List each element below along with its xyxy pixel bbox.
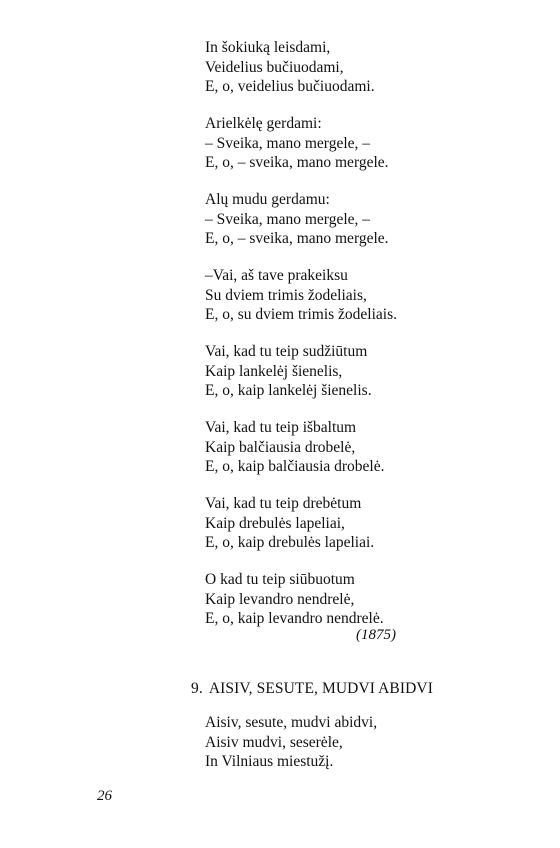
poem-line: Alų mudu gerdamu:	[205, 191, 330, 208]
stanza	[205, 418, 505, 477]
poem-line: Veidelius bučiuodami,	[205, 58, 344, 76]
poem-line: Kaip lankelėj šienelis,	[205, 362, 343, 380]
poem-line: In Vilniaus miestužį.	[205, 753, 334, 770]
poem-line: E, o, kaip drebulės lapeliai.	[205, 534, 375, 551]
song-title: AISIV, SESUTE, MUDVI ABIDVI	[208, 680, 433, 697]
poem-line: E, o, veidelius bučiuodami.	[205, 78, 375, 95]
poem-line: E, o, kaip lankelėj šienelis.	[205, 382, 372, 399]
poem-date: (1875)	[356, 627, 396, 643]
stanza	[205, 38, 505, 97]
poem-line: – Sveika, mano mergele, –	[205, 210, 371, 228]
poem-line: O kad tu teip siūbuotum	[205, 571, 355, 588]
stanza	[205, 342, 505, 401]
stanza	[205, 114, 505, 173]
stanza	[205, 266, 505, 325]
poem-line: – Sveika, mano mergele, –	[205, 134, 371, 152]
poem-line: In šokiuką leisdami,	[205, 39, 331, 56]
poem-line: Vai, kad tu teip drebėtum	[205, 495, 362, 512]
song-number: 9.	[191, 680, 203, 697]
poem-line: E, o, – sveika, mano mergele.	[205, 230, 389, 247]
poem-line: E, o, kaip levandro nendrelė.	[205, 610, 384, 627]
poem-line: Kaip balčiausia drobelė,	[205, 438, 356, 456]
poem-line: E, o, – sveika, mano mergele.	[205, 154, 389, 171]
poem-line: –Vai, aš tave prakeiksu	[205, 267, 348, 284]
song-heading	[191, 679, 433, 698]
stanza	[205, 190, 505, 249]
poem-line: Aisiv, sesute, mudvi abidvi,	[205, 714, 378, 731]
stanza	[205, 494, 505, 553]
stanza	[205, 570, 505, 629]
poem-line: Vai, kad tu teip išbaltum	[205, 419, 357, 436]
poem-line: Kaip drebulės lapeliai,	[205, 514, 345, 532]
poem-line: Arielkėlę gerdami:	[205, 115, 322, 132]
poem-body	[205, 38, 505, 646]
page-number: 26	[97, 788, 112, 804]
song-stanza	[205, 713, 505, 772]
poem-line: Aisiv mudvi, seserėle,	[205, 733, 343, 751]
poem-line: Kaip levandro nendrelė,	[205, 590, 355, 608]
poem-line: E, o, su dviem trimis žodeliais.	[205, 306, 398, 323]
poem-line: Vai, kad tu teip sudžiūtum	[205, 343, 368, 360]
poem-line: E, o, kaip balčiausia drobelė.	[205, 458, 385, 475]
poem-line: Su dviem trimis žodeliais,	[205, 286, 367, 304]
